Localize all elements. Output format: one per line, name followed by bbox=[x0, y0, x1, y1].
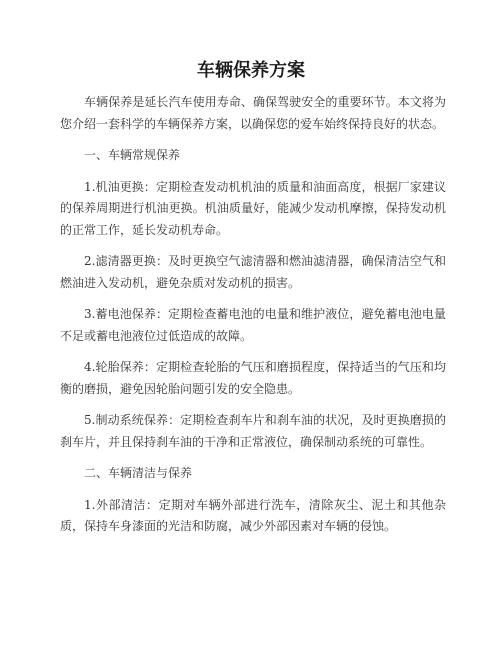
paragraph-brake-maintenance: 5.制动系统保养：定期检查刹车片和刹车油的状况，及时更换磨损的刹车片，并且保持刹车油的干净和正常液位，确保制动系统的可靠性。 bbox=[60, 413, 446, 449]
paragraph-tire-maintenance: 4.轮胎保养：定期检查轮胎的气压和磨损程度，保持适当的气压和均衡的磨损，避免因轮胎问题引发的安全隐患。 bbox=[60, 360, 446, 396]
paragraph-oil-change: 1.机油更换：定期检查发动机机油的质量和油面高度，根据厂家建议的保养周期进行机油更换。机油质量好，能减少发动机摩擦，保持发动机的正常工作，延长发动机寿命。 bbox=[60, 179, 446, 237]
paragraph-filter-replacement: 2.滤清器更换：及时更换空气滤清器和燃油滤清器，确保清洁空气和燃油进入发动机，避免杂质对发动机的损害。 bbox=[60, 254, 446, 290]
paragraph-exterior-cleaning: 1.外部清洁：定期对车辆外部进行洗车，清除灰尘、泥土和其他杂质，保持车身漆面的光洁和防腐，减少外部因素对车辆的侵蚀。 bbox=[60, 497, 446, 533]
intro-paragraph: 车辆保养是延长汽车使用寿命、确保驾驶安全的重要环节。本文将为您介绍一套科学的车辆保养方案，以确保您的爱车始终保持良好的状态。 bbox=[60, 95, 446, 131]
section-heading-cleaning-care: 二、车辆清洁与保养 bbox=[84, 466, 193, 480]
paragraph-battery-maintenance: 3.蓄电池保养：定期检查蓄电池的电量和维护液位，避免蓄电池电量不足或蓄电池液位过低造成的故障。 bbox=[60, 307, 446, 343]
section-heading-routine-maintenance: 一、车辆常规保养 bbox=[84, 148, 181, 162]
document-body bbox=[60, 92, 446, 548]
document-title: 车辆保养方案 bbox=[197, 60, 305, 81]
